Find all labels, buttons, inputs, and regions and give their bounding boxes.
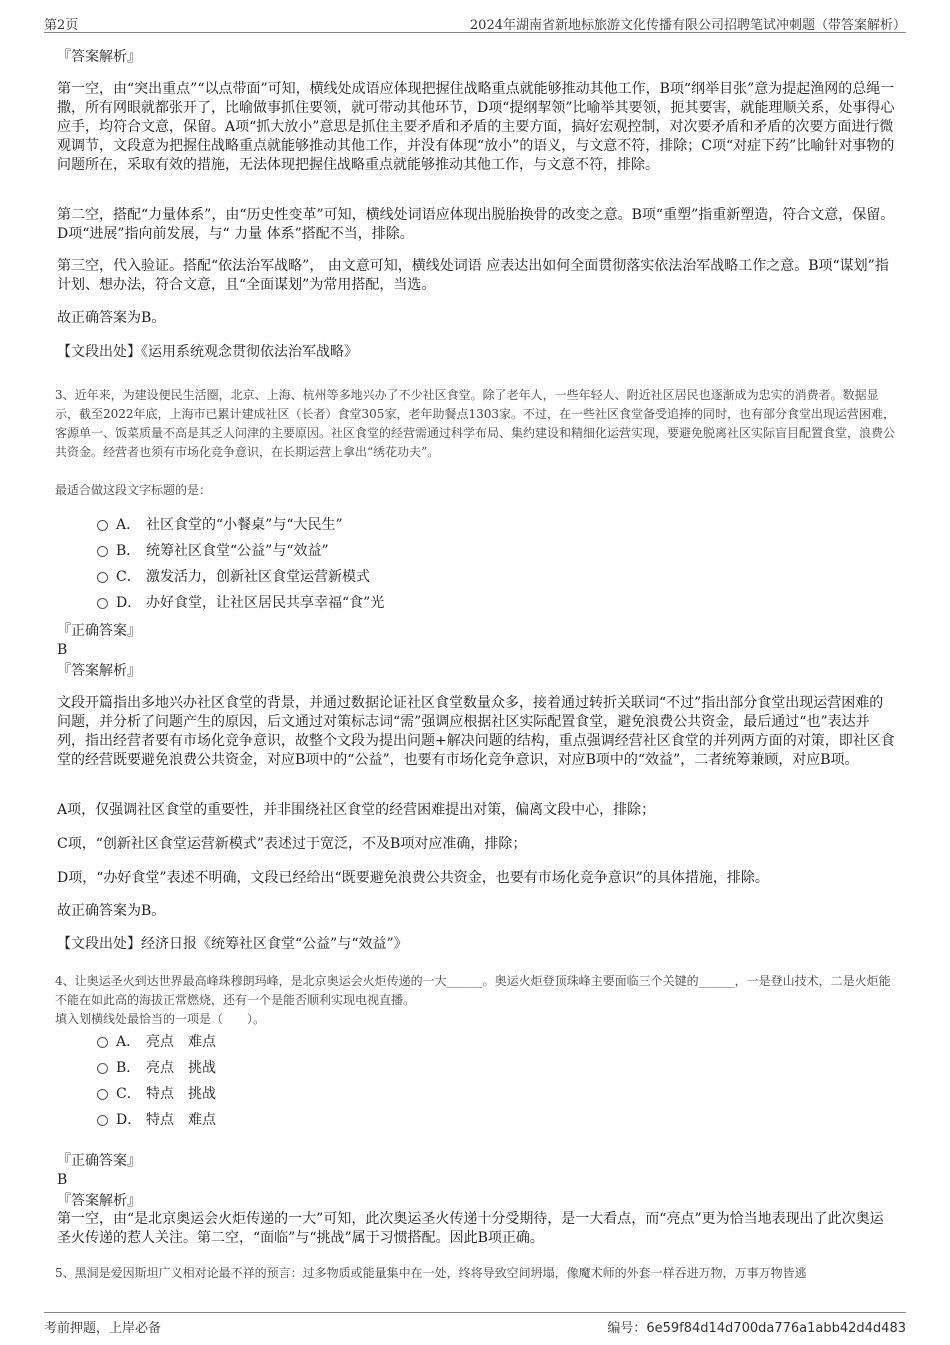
q4-analysis-p1: 第一空，由“是北京奥运会火炬传递的一大”可知，此次奥运圣火传递十分受期待，是一大看点，而“亮点”更为恰当地表现出了此次奥运圣火传递的惹人关注。第二空，“面临”与“挑战”属于习惯搭配。因此B项正确。 [57, 1211, 884, 1246]
option-letter: D． [116, 595, 142, 611]
page-header [44, 10, 906, 33]
option-letter: B． [116, 1060, 141, 1076]
q3-source: 【文段出处】经济日报《统筹社区食堂“公益”与“效益”》 [57, 936, 408, 952]
option-text: 激发活力，创新社区食堂运营新模式 [146, 569, 370, 585]
q5-stem: 5、黑洞是爱因斯坦广义相对论最不祥的预言：过多物质或能量集中在一处，终将导致空间坍塌，像魔术师的外套一样吞进万物，万事万物皆逃 [55, 1266, 807, 1280]
option-letter: A． [116, 517, 141, 533]
q3-analysis-p3: C项，“创新社区食堂运营新模式”表述过于宽泛，不及B项对应准确，排除； [57, 836, 527, 852]
option-letter: D． [116, 1112, 142, 1128]
q4-option-a[interactable] [97, 1033, 216, 1051]
option-letter: C． [116, 569, 141, 585]
q3-conclusion: 故正确答案为B。 [57, 903, 166, 919]
q4-option-b[interactable] [97, 1059, 216, 1077]
q4-stem: 4、让奥运圣火到达世界最高峰珠穆朗玛峰，是北京奥运会火炬传递的一大______。奥运火炬登顶珠峰主要面临三个关键的______，一是登山技术，二是火炬能不能在如此高的海拔正常燃烧，还有一个是能否顺利实现电视直播。 [55, 974, 891, 1007]
q3-analysis-p1: 文段开篇指出多地兴办社区食堂的背景，并通过数据论证社区食堂数量众多，接着通过转折关联词“不过”指出部分食堂出现运营困难的问题，并分析了问题产生的原因，后文通过对策标志词“需”强调应根据社区实际配置食堂，避免浪费公共资金，最后通过“也”表达并列，指出经营者要有市场化竞争意识，故整个文段为提出问题+解决问题的结构，重点强调经营社区食堂的并列两方面的对策，即社区食堂的经营既要避免浪费公共资金，对应B项中的“公益”，也要有市场化竞争意识，对应B项中的“效益”，二者统筹兼顾，对应B项。 [57, 695, 895, 768]
q2-analysis-p3: 第三空，代入验证。搭配“依法治军战略”， 由文意可知，横线处词语 应表达出如何全面贯彻落实依法治军战略工作之意。B项“谋划”指计划、想办法，符合文意，且“全面谋划”为常用搭配，当选。 [57, 258, 889, 293]
document-title: 2024年湖南省新地标旅游文化传播有限公司招聘笔试冲刺题（带答案解析） [469, 18, 906, 33]
q3-stem: 3、近年来，为建设便民生活圈，北京、上海、杭州等多地兴办了不少社区食堂。除了老年人，一些年轻人、附近社区居民也逐渐成为忠实的消费者。数据显示，截至2022年底，上海市已累计建成社区（长者）食堂305家，老年助餐点1303家。不过，在一些社区食堂备受追捧的同时，也有部分食堂出现运营困难，客源单一、饭菜质量不高是其乏人问津的主要原因。社区食堂的经营需通过科学布局、集约建设和精细化运营实现，要避免脱离社区实际盲目配置食堂，浪费公共资金。经营者也须有市场化竞争意识，在长期运营上拿出“绣花功夫”。 [55, 388, 896, 459]
radio-icon[interactable] [97, 598, 108, 609]
q3-analysis-label: 『答案解析』 [57, 663, 141, 679]
q4-answer: B [57, 1172, 68, 1188]
option-text: 亮点 挑战 [146, 1060, 216, 1076]
q3-option-c[interactable] [97, 568, 370, 586]
radio-icon[interactable] [97, 1115, 108, 1126]
q3-answer: B [57, 642, 68, 658]
page-number: 第2页 [44, 18, 79, 33]
footer-code: 编号：6e59f84d14d700da776a1abb42d4d483 [607, 1321, 906, 1336]
q3-option-b[interactable] [97, 542, 329, 560]
footer-slogan: 考前押题，上岸必备 [44, 1321, 162, 1336]
q3-analysis-p4: D项，“办好食堂”表述不明确，文段已经给出“既要避免浪费公共资金，也要有市场化竞争意识”的具体措施，排除。 [57, 870, 769, 886]
q3-answer-label: 『正确答案』 [57, 623, 141, 639]
q2-analysis-p1: 第一空，由“突出重点”“以点带面”可知，横线处成语应体现把握住战略重点就能够推动其他工作，B项“纲举目张”意为提起渔网的总绳一撒，所有网眼就都张开了，比喻做事抓住要领，就可带动其他环节，D项“提纲挈领”比喻举其要领，扼其要害，就能理顺关系，处事得心应手，均符合文意，保留。A项“抓大放小”意思是抓住主要矛盾和矛盾的主要方面，搞好宏观控制，对次要矛盾和矛盾的次要方面进行微观调节，文段意为把握住战略重点就能够推动其他工作，并没有体现“放小”的语义，与文意不符，排除；C项“对症下药”比喻针对事物的问题所在，采取有效的措施，无法体现把握住战略重点就能够推动其他工作，与文意不符，排除。 [57, 81, 895, 173]
radio-icon[interactable] [97, 520, 108, 531]
q2-source: 【文段出处】《运用系统观念贯彻依法治军战略》 [57, 344, 358, 360]
option-letter: B． [116, 543, 141, 559]
option-text: 办好食堂，让社区居民共享幸福“食”光 [146, 595, 385, 611]
q4-analysis-label: 『答案解析』 [57, 1193, 141, 1209]
radio-icon[interactable] [97, 1089, 108, 1100]
q2-conclusion: 故正确答案为B。 [57, 310, 166, 326]
q2-analysis-p2: 第二空，搭配“力量体系”，由“历史性变革”可知，横线处词语应体现出脱胎换骨的改变之意。B项“重塑”指重新塑造，符合文意，保留。D项“进展”指向前发展，与“ 力量 体系”搭配不当，排除。 [57, 207, 895, 242]
q3-option-a[interactable] [97, 516, 343, 534]
radio-icon[interactable] [97, 572, 108, 583]
q3-option-d[interactable] [97, 594, 384, 612]
q4-option-c[interactable] [97, 1085, 216, 1103]
option-text: 社区食堂的“小餐桌”与“大民生” [146, 517, 343, 533]
q2-analysis-label: 『答案解析』 [57, 49, 141, 65]
option-text: 统筹社区食堂“公益”与“效益” [146, 543, 329, 559]
q4-option-d[interactable] [97, 1111, 216, 1129]
option-letter: A． [116, 1034, 141, 1050]
q3-analysis-p2: A项，仅强调社区食堂的重要性，并非围绕社区食堂的经营困难提出对策，偏离文段中心，排除； [57, 802, 656, 818]
option-text: 亮点 难点 [146, 1034, 216, 1050]
option-text: 特点 难点 [146, 1112, 216, 1128]
radio-icon[interactable] [97, 1037, 108, 1048]
page-footer [44, 1312, 906, 1335]
option-letter: C． [116, 1086, 141, 1102]
radio-icon[interactable] [97, 546, 108, 557]
q3-prompt: 最适合做这段文字标题的是： [55, 483, 212, 497]
option-text: 特点 挑战 [146, 1086, 216, 1102]
q4-prompt: 填入划横线处最恰当的一项是（ ）。 [55, 1012, 266, 1026]
radio-icon[interactable] [97, 1063, 108, 1074]
q4-answer-label: 『正确答案』 [57, 1153, 141, 1169]
